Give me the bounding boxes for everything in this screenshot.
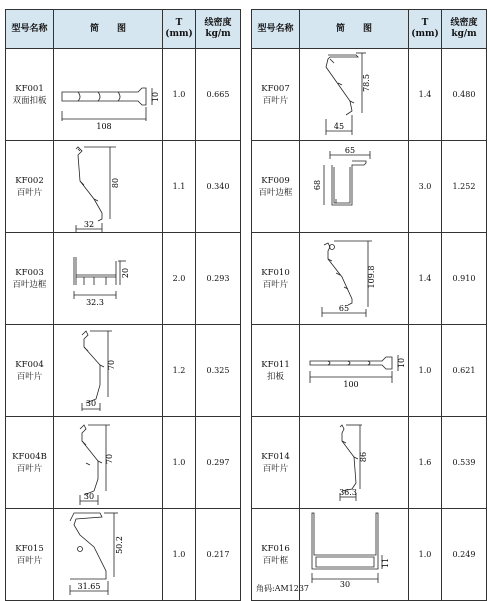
dim-width: 30 (85, 399, 97, 408)
drawing-cell (300, 325, 409, 417)
model-cell (252, 141, 300, 233)
profile-drawing-kf014 (300, 417, 409, 508)
header-density-label: 线密度 (450, 18, 478, 28)
drawing-cell (54, 233, 163, 325)
model-cell (252, 233, 300, 325)
model-cell (252, 325, 300, 417)
thickness-cell: 1.4 (409, 49, 442, 141)
drawing-cell (300, 49, 409, 141)
dim-height: 70 (105, 453, 114, 465)
model-name: 百叶片 (16, 463, 43, 474)
density-cell: 0.293 (196, 233, 241, 325)
profile-drawing-kf010 (300, 233, 409, 324)
header-t: T (175, 18, 183, 28)
model-name: 百叶片 (16, 187, 43, 198)
density-cell: 0.621 (442, 325, 487, 417)
header-model: 型号名称 (6, 10, 54, 49)
header-thickness (163, 10, 196, 49)
drawing-cell (300, 417, 409, 509)
table-row (6, 233, 241, 325)
thickness-cell: 1.0 (163, 509, 196, 601)
thickness-cell: 1.1 (163, 141, 196, 233)
dim-height: 50.2 (115, 536, 124, 554)
header-density-unit: kg/m (451, 29, 477, 39)
profile-drawing-kf016 (300, 509, 409, 600)
model-name: 百叶片 (262, 95, 289, 106)
thickness-cell: 1.0 (163, 417, 196, 509)
dim-width: 31.65 (77, 582, 101, 591)
density-cell: 0.910 (442, 233, 487, 325)
model-name: 百叶片 (16, 371, 43, 382)
profile-drawing-kf002 (54, 141, 163, 232)
dim-width: 30 (83, 492, 95, 501)
header-model: 型号名称 (252, 10, 300, 49)
model-code: KF007 (261, 83, 290, 94)
thickness-cell: 1.2 (163, 325, 196, 417)
profile-drawing-kf007 (300, 49, 409, 140)
table-row (252, 141, 487, 233)
thickness-cell: 1.0 (409, 509, 442, 601)
dim-height: 68 (313, 179, 322, 191)
model-name: 百叶片 (262, 279, 289, 290)
model-cell (6, 233, 54, 325)
drawing-cell (300, 233, 409, 325)
table-header-row (252, 10, 487, 49)
dim-width: 45 (333, 122, 345, 131)
table-row (252, 325, 487, 417)
table-row (6, 509, 241, 601)
profile-drawing-kf001 (54, 49, 163, 140)
dim-height: 10 (397, 357, 406, 369)
thickness-cell: 1.0 (409, 325, 442, 417)
table-header-row (6, 10, 241, 49)
dim-width: 100 (343, 380, 359, 389)
model-name: 百叶边框 (258, 187, 293, 198)
dim-width: 30 (339, 580, 351, 589)
model-code: KF003 (15, 267, 44, 278)
dim-width: 65 (344, 146, 356, 155)
profile-drawing-kf004b (54, 417, 163, 508)
model-name: 扣板 (266, 371, 284, 382)
table-row (252, 233, 487, 325)
table-row (252, 49, 487, 141)
model-name: 百叶片 (262, 463, 289, 474)
model-cell (6, 49, 54, 141)
thickness-cell: 1.4 (409, 233, 442, 325)
dim-width: 108 (96, 122, 112, 131)
thickness-cell: 3.0 (409, 141, 442, 233)
profile-drawing-kf003 (54, 233, 163, 324)
model-cell (6, 325, 54, 417)
model-cell (252, 417, 300, 509)
header-density-unit: kg/m (205, 29, 231, 39)
model-code: KF014 (261, 451, 290, 462)
dim-height: 10 (151, 91, 160, 103)
model-code: KF010 (261, 267, 290, 278)
table-row (6, 417, 241, 509)
header-drawing: 简 图 (54, 10, 163, 49)
header-drawing: 简 图 (300, 10, 409, 49)
dim-width: 36.3 (339, 488, 357, 497)
model-code: KF001 (15, 83, 44, 94)
model-name: 双面扣板 (12, 95, 47, 106)
header-thickness (409, 10, 442, 49)
dim-height: 109.8 (367, 265, 376, 289)
density-cell: 1.252 (442, 141, 487, 233)
density-cell: 0.480 (442, 49, 487, 141)
drawing-cell (54, 141, 163, 233)
model-name: 百叶边框 (12, 279, 47, 290)
density-cell: 0.297 (196, 417, 241, 509)
profile-drawing-kf004 (54, 325, 163, 416)
model-code: KF002 (15, 175, 44, 186)
density-cell: 0.539 (442, 417, 487, 509)
model-code: KF016 (261, 543, 290, 554)
table-row (6, 325, 241, 417)
model-code: KF011 (261, 359, 290, 370)
drawing-cell (54, 325, 163, 417)
thickness-cell: 2.0 (163, 233, 196, 325)
header-t-unit: (mm) (411, 29, 439, 39)
drawing-cell (54, 509, 163, 601)
dim-height: 86 (359, 451, 368, 463)
dim-width: 65 (338, 304, 350, 313)
density-cell: 0.665 (196, 49, 241, 141)
drawing-cell (300, 509, 409, 601)
model-name: 百叶框 (262, 555, 289, 566)
model-code: KF009 (261, 175, 290, 186)
table-row (252, 417, 487, 509)
model-code: KF015 (15, 543, 44, 554)
model-cell (6, 141, 54, 233)
header-density (196, 10, 241, 49)
table-row (6, 141, 241, 233)
profile-drawing-kf015 (54, 509, 163, 600)
model-code: KF004B (12, 451, 47, 462)
left-spec-table (5, 9, 241, 601)
dim-height: 20 (121, 267, 130, 279)
thickness-cell: 1.0 (163, 49, 196, 141)
header-density-label: 线密度 (204, 18, 232, 28)
table-row (6, 49, 241, 141)
dim-height: 80 (111, 177, 120, 189)
drawing-cell (54, 417, 163, 509)
dim-width: 32.3 (86, 298, 104, 307)
model-cell (252, 49, 300, 141)
model-cell (6, 509, 54, 601)
density-cell: 0.217 (196, 509, 241, 601)
density-cell: 0.340 (196, 141, 241, 233)
dim-height: 70 (107, 359, 116, 371)
profile-drawing-kf009 (300, 141, 409, 232)
drawing-cell (300, 141, 409, 233)
right-spec-table (251, 9, 487, 601)
header-t: T (421, 18, 429, 28)
header-t-unit: (mm) (165, 29, 193, 39)
corner-code-note: 角码:AM1237 (256, 584, 310, 593)
profile-drawing-kf011 (300, 325, 409, 416)
model-name: 百叶片 (16, 555, 43, 566)
model-code: KF004 (15, 359, 44, 370)
dim-height: 11 (381, 557, 390, 569)
thickness-cell: 1.6 (409, 417, 442, 509)
dim-height: 78.5 (362, 74, 371, 92)
density-cell: 0.325 (196, 325, 241, 417)
density-cell: 0.249 (442, 509, 487, 601)
dim-width: 32 (83, 220, 95, 229)
model-cell (6, 417, 54, 509)
drawing-cell (54, 49, 163, 141)
header-density (442, 10, 487, 49)
